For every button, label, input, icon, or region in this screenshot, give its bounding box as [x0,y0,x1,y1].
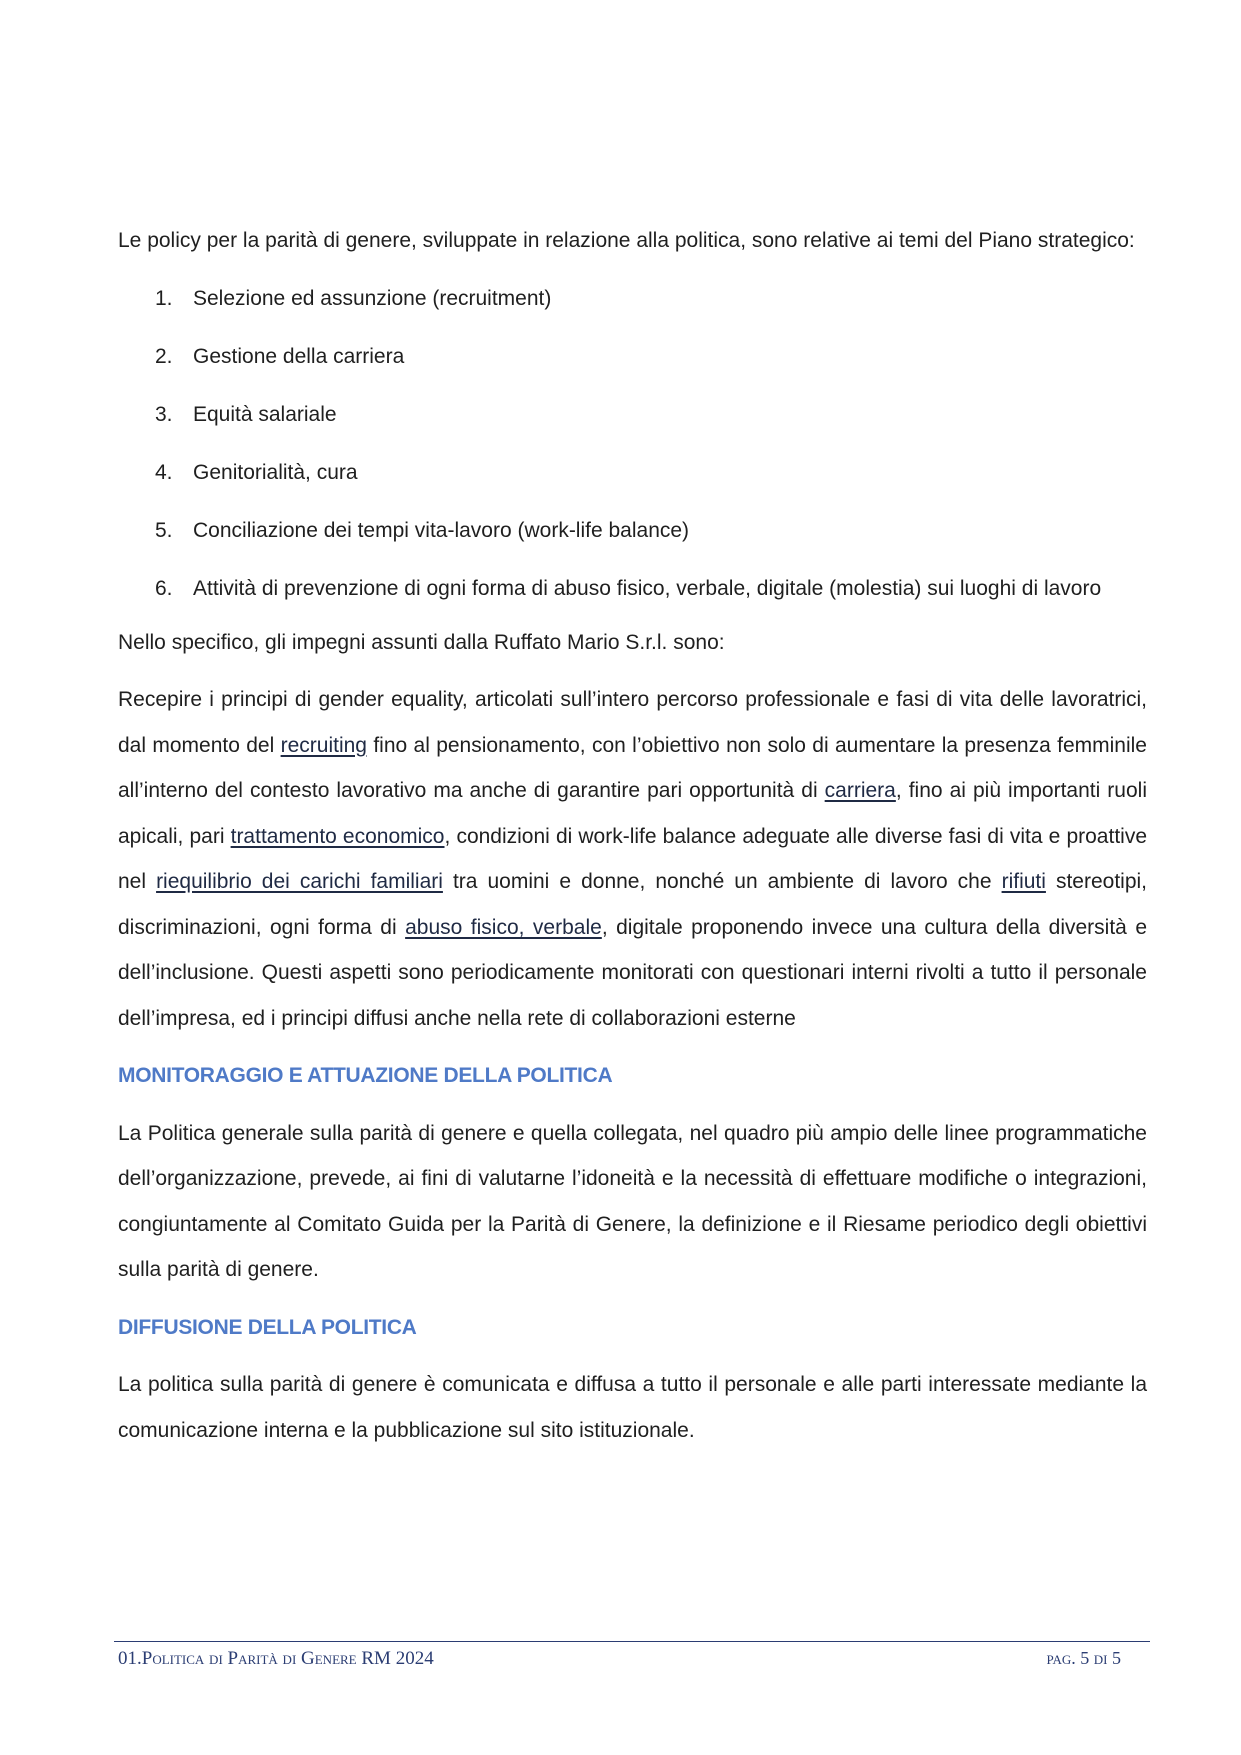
commitments-text: tra uomini e donne, nonché un ambiente di lavoro che [442,870,1002,893]
footer-page-number: pag. 5 di 5 [1046,1648,1121,1668]
list-item [118,392,1147,438]
list-item-number: 6. [155,576,173,600]
list-item-number: 4. [155,460,173,484]
footer-divider [114,1641,1150,1642]
list-item-number: 1. [155,286,173,310]
footer-document-title: 01.Politica di Parità di Genere RM 2024 [118,1648,434,1669]
commitments-text: stereotipi, discriminazioni, ogni forma di [118,870,1147,939]
list-item [118,508,1147,554]
diffusion-paragraph: La politica sulla parità di genere è comunicata e diffusa a tutto il personale e alle parti interessate mediante la comunicazione interna e la pubblicazione sul sito istituzionale. [118,1373,1147,1442]
list-item-number: 3. [155,402,173,426]
commitments-text: , condizioni di work-life balance adeguate alle diverse fasi di vita e proattive nel [118,824,1147,893]
list-item [118,450,1147,496]
list-item-text: Selezione ed assunzione (recruitment) [193,286,552,310]
document-page [118,218,1147,1453]
intro-paragraph: Le policy per la parità di genere, sviluppate in relazione alla politica, sono relative ai temi del Piano strategico: [118,229,1135,252]
topics-list [118,276,1147,612]
list-item-number: 5. [155,518,173,542]
list-item-number: 2. [155,344,173,368]
underlined-term: recruiting [280,733,367,757]
commitments-text: , fino ai più importanti ruoli apicali, pari [118,779,1147,848]
commitments-text: , digitale proponendo invece una cultura della diversità e dell’inclusione. Questi aspetti sono periodicamente monitorati con questionari interni rivolti a tutto il personale dell’impresa, ed i principi diffusi anche nella rete di collaborazioni esterne [118,915,1147,1030]
section-heading-monitoring: MONITORAGGIO E ATTUAZIONE DELLA POLITICA [118,1064,613,1087]
list-item-text: Equità salariale [193,402,337,426]
section-heading-diffusion: DIFFUSIONE DELLA POLITICA [118,1315,417,1339]
underlined-term: trattamento economico [230,824,445,848]
list-item-text: Attività di prevenzione di ogni forma di abuso fisico, verbale, digitale (molestia) sui luoghi di lavoro [193,576,1102,600]
underlined-term: abuso fisico, verbale [405,915,602,939]
underlined-term: rifiuti [1001,870,1046,893]
list-item-text: Conciliazione dei tempi vita-lavoro (work-life balance) [193,518,690,542]
list-item [118,334,1147,380]
list-item-text: Gestione della carriera [193,344,405,368]
commitments-intro: Nello specifico, gli impegni assunti dalla Ruffato Mario S.r.l. sono: [118,630,725,654]
underlined-term: riequilibrio dei carichi familiari [156,870,443,893]
commitments-text: fino al pensionamento, con l’obiettivo non solo di aumentare la presenza femminile all’interno del contesto lavorativo ma anche di garantire pari opportunità di [118,733,1147,802]
commitments-text: Recepire i principi di gender equality, articolati sull’intero percorso professionale e fasi di vita delle lavoratrici, dal momento del [118,688,1147,757]
underlined-term: carriera [824,779,896,802]
list-item-text: Genitorialità, cura [193,460,358,484]
list-item [118,276,1147,322]
monitoring-paragraph: La Politica generale sulla parità di genere e quella collegata, nel quadro più ampio delle linee programmatiche dell’organizzazione, prevede, ai fini di valutarne l’idoneità e la necessità di effettuare modifiche o integrazioni, congiuntamente al Comitato Guida per la Parità di Genere, la definizione e il Riesame periodico degli obiettivi sulla parità di genere. [118,1121,1147,1281]
commitments-paragraph [118,677,1147,1041]
list-item [118,566,1147,612]
